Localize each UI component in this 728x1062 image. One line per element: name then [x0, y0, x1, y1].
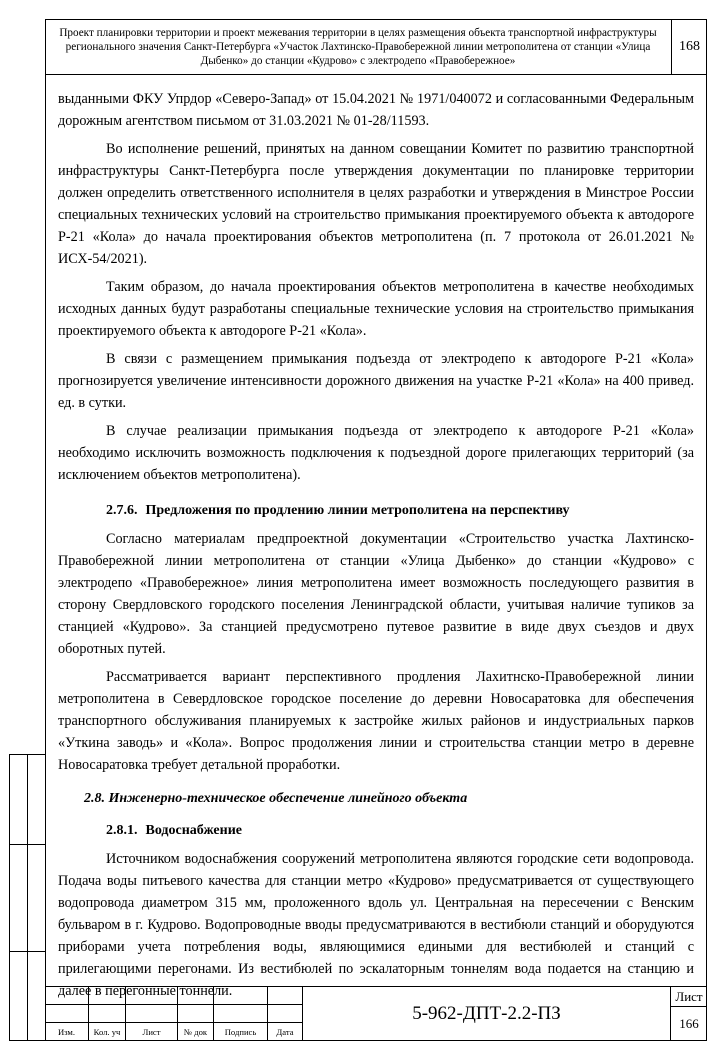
sheet-label: Лист [670, 987, 707, 1007]
stamp-cell [126, 987, 178, 1005]
stamp-label-izm: Изм. [45, 1023, 89, 1041]
section-number: 2.7.6. [106, 503, 138, 518]
stamp-label-signature: Подпись [214, 1023, 268, 1041]
paragraph: Согласно материалам предпроектной документации «Строительство участка Лахтинско-Правобережной линии метрополитена от станции «Улица Дыбенко» до станции «Кудрово» с электродепо «Правобережное» линия метрополитена имеет возможность последующего развития в сторону Свердловского городского поселения Ленинградской области, учитывая наличие тупиков за станцией «Кудрово». За станцией предусмотрено путевое развитие в виде двух съездов и двух оборотных путей. [58, 531, 694, 657]
stamp-cell [178, 987, 214, 1005]
section-number: 2.8.1. [106, 823, 138, 838]
stamp-label-date: Дата [268, 1023, 303, 1041]
stamp-label-list: Лист [126, 1023, 178, 1041]
document-body [58, 88, 694, 1002]
paragraph: Таким образом, до начала проектирования объектов метрополитена в качестве необходимых исходных данных будут разработаны специальные технические условия на строительство примыкания проектируемого объекта к автодороге Р-21 «Кола». [58, 279, 694, 339]
left-margin-row-line [9, 844, 46, 845]
left-margin-divider [27, 754, 28, 1041]
paragraph: Во исполнение решений, принятых на данном совещании Комитет по развитию транспортной инфраструктуры Санкт-Петербурга после утверждения документации по планировке территории должен определить ответственного исполнителя в целях разработки и утверждения в Минстрое России специальных технических условий на строительство примыкания проектируемого объекта к автодороге Р-21 «Кола» до начала проектирования объектов метрополитена (п. 7 протокола от 26.01.2021 № ИСХ-54/2021). [58, 141, 694, 267]
paragraph: В случае реализации примыкания подъезда от электродепо к автодороге Р-21 «Кола» необходимо исключить возможность подключения к подъездной дороге прилегающих территорий (за исключением объектов метрополитена). [58, 423, 694, 483]
stamp-cell [89, 1005, 126, 1023]
sheet-number: 166 [670, 1007, 707, 1041]
header-page-number: 168 [671, 19, 707, 75]
stamp-cell [89, 987, 126, 1005]
stamp-cell [45, 1005, 89, 1023]
title-block [45, 986, 707, 1041]
section-title: Водоснабжение [145, 823, 242, 838]
stamp-label-kol-uch: Кол. уч [89, 1023, 126, 1041]
section-heading-2-8: 2.8. Инженерно-техническое обеспечение линейного объекта [84, 791, 468, 806]
left-margin-row-line [9, 951, 46, 952]
section-heading-2-8-1 [106, 820, 694, 842]
page-header [45, 19, 707, 75]
paragraph: Рассматривается вариант перспективного продления Лахитнско-Правобережной линии метрополитена в Севердловское городское поселение до деревни Новосаратовка для обеспечения транспортного обслуживания планируемых к застройке жилых районов и индустриальных парков «Уткина заводь» и «Кола». Вопрос продолжения линии и строительства станции метро в деревне Новосаратовка требует детальной проработки. [58, 669, 694, 773]
document-code: 5-962-ДПТ-2.2-ПЗ [412, 1003, 561, 1024]
stamp-cell [268, 987, 303, 1005]
section-heading-2-7-6 [106, 500, 694, 522]
stamp-cell [214, 987, 268, 1005]
stamp-cell [126, 1005, 178, 1023]
stamp-cell [214, 1005, 268, 1023]
stamp-cell [178, 1005, 214, 1023]
paragraph: Источником водоснабжения сооружений метрополитена являются городские сети водопровода. Подача воды питьевого качества для станции метро «Кудрово» предусматривается от существующего водопровода диаметром 315 мм, проложенного вдоль ул. Центральная на пересечении с Венским бульваром в г. Кудрово. Водопроводные вводы предусматриваются в вестибюли станций и оборудуются приборами учета потребления воды, являющимися едиными для вестибюлей и станций с прилегающими перегонами. Из вестибюлей по эскалаторным тоннелям вода подается на станцию и далее в перегонные тоннели. [58, 851, 694, 999]
section-title: Предложения по продлению линии метрополитена на перспективу [145, 503, 570, 518]
stamp-cell [268, 1005, 303, 1023]
paragraph: выданными ФКУ Упрдор «Северо-Запад» от 15.04.2021 № 1971/040072 и согласованными Федеральным дорожным агентством письмом от 31.03.2021 № 01-28/11593. [58, 91, 694, 129]
header-title: Проект планировки территории и проект межевания территории в целях размещения объекта транспортной инфраструктуры регионального значения Санкт-Петербурга «Участок Лахтинско-Правобережной линии метрополитена от станции «Улица Дыбенко» до станции «Кудрово» с электродепо «Правобережное» [59, 27, 657, 67]
paragraph: В связи с размещением примыкания подъезда от электродепо к автодороге Р-21 «Кола» прогнозируется увеличение интенсивности дорожного движения на участке Р-21 «Кола» на 400 привед. ед. в сутки. [58, 351, 694, 411]
stamp-label-doc-no: № док [178, 1023, 214, 1041]
stamp-cell [45, 987, 89, 1005]
